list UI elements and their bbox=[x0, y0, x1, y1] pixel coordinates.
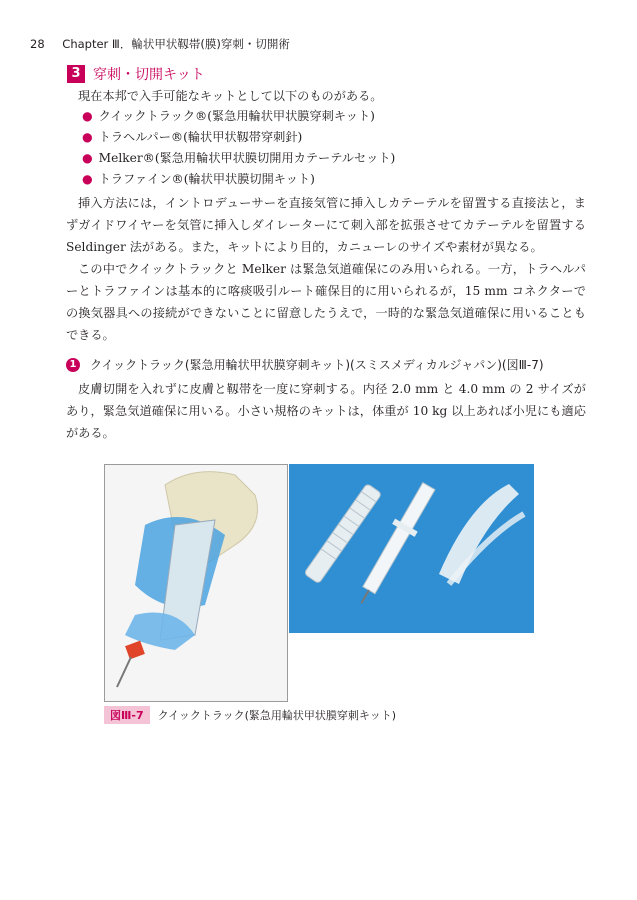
figure-photo-kit-components bbox=[289, 464, 534, 633]
figure-caption-text: クイックトラック(緊急用輪状甲状膜穿刺キット) bbox=[157, 709, 396, 722]
figure-photo-hand-kit bbox=[104, 464, 288, 702]
quicktrack-in-hand-image bbox=[105, 465, 287, 701]
kit-item: ● クイックトラック®(緊急用輪状甲状膜穿刺キット) bbox=[82, 109, 375, 123]
body-paragraph: 挿入方法には，イントロデューサーを直接気管に挿入しカテーテルを留置する直接法と，まずガイドワイヤーを気管に挿入しダイレーターにて刺入部を拡張させてカテーテルを留置するSeldinger 法がある。また，キットにより目的，カニューレのサイズや素材が異なる。 bbox=[66, 196, 586, 254]
kit-item: ● トラファイン®(輪状甲状膜切開キット) bbox=[82, 172, 315, 186]
intro-text: 現在本邦で入手可能なキットとして以下のものがある。 bbox=[78, 89, 383, 103]
kit-item: ● Melker®(緊急用輪状甲状膜切開用カテーテルセット) bbox=[82, 151, 396, 165]
subsection-title: クイックトラック(緊急用輪状甲状膜穿刺キット)(スミスメディカルジャパン)(図Ⅲ-7) bbox=[90, 358, 544, 372]
subsection-body: 皮膚切開を入れずに皮膚と靱帯を一度に穿刺する。内径 2.0 mm と 4.0 mm の 2 サイズがあり，緊急気道確保に用いる。小さい規格のキットは，体重が 10 kg 以上あれば小児にも適応がある。 bbox=[66, 382, 586, 440]
section-title: 穿刺・切開キット bbox=[93, 67, 205, 83]
section-number: 3 bbox=[67, 65, 85, 83]
subsection-number: 1 bbox=[66, 358, 80, 372]
quicktrack-components-image bbox=[289, 464, 534, 633]
subsection-heading bbox=[66, 356, 544, 373]
chapter-title: Chapter Ⅲ．輪状甲状靱帯(膜)穿刺・切開術 bbox=[62, 37, 290, 51]
page-number: 28 bbox=[30, 37, 45, 51]
figure-label: 図Ⅲ-7 bbox=[104, 706, 150, 724]
page-header bbox=[30, 36, 290, 52]
bullet-icon: ● bbox=[82, 130, 93, 144]
bullet-icon: ● bbox=[82, 109, 93, 123]
section-heading bbox=[67, 64, 205, 84]
body-paragraph: この中でクイックトラックと Melker は緊急気道確保にのみ用いられる。一方，トラヘルパーとトラファインは基本的に喀痰吸引ルート確保目的に用いられるが，15 mm コネクターでの換気器具への接続ができないことに留意したうえで，一時的な緊急気道確保に用いることもできる。 bbox=[66, 262, 586, 342]
bullet-icon: ● bbox=[82, 151, 93, 165]
kit-item: ● トラヘルパー®(輪状甲状靱帯穿刺針) bbox=[82, 130, 303, 144]
figure-caption bbox=[104, 706, 396, 724]
bullet-icon: ● bbox=[82, 172, 93, 186]
